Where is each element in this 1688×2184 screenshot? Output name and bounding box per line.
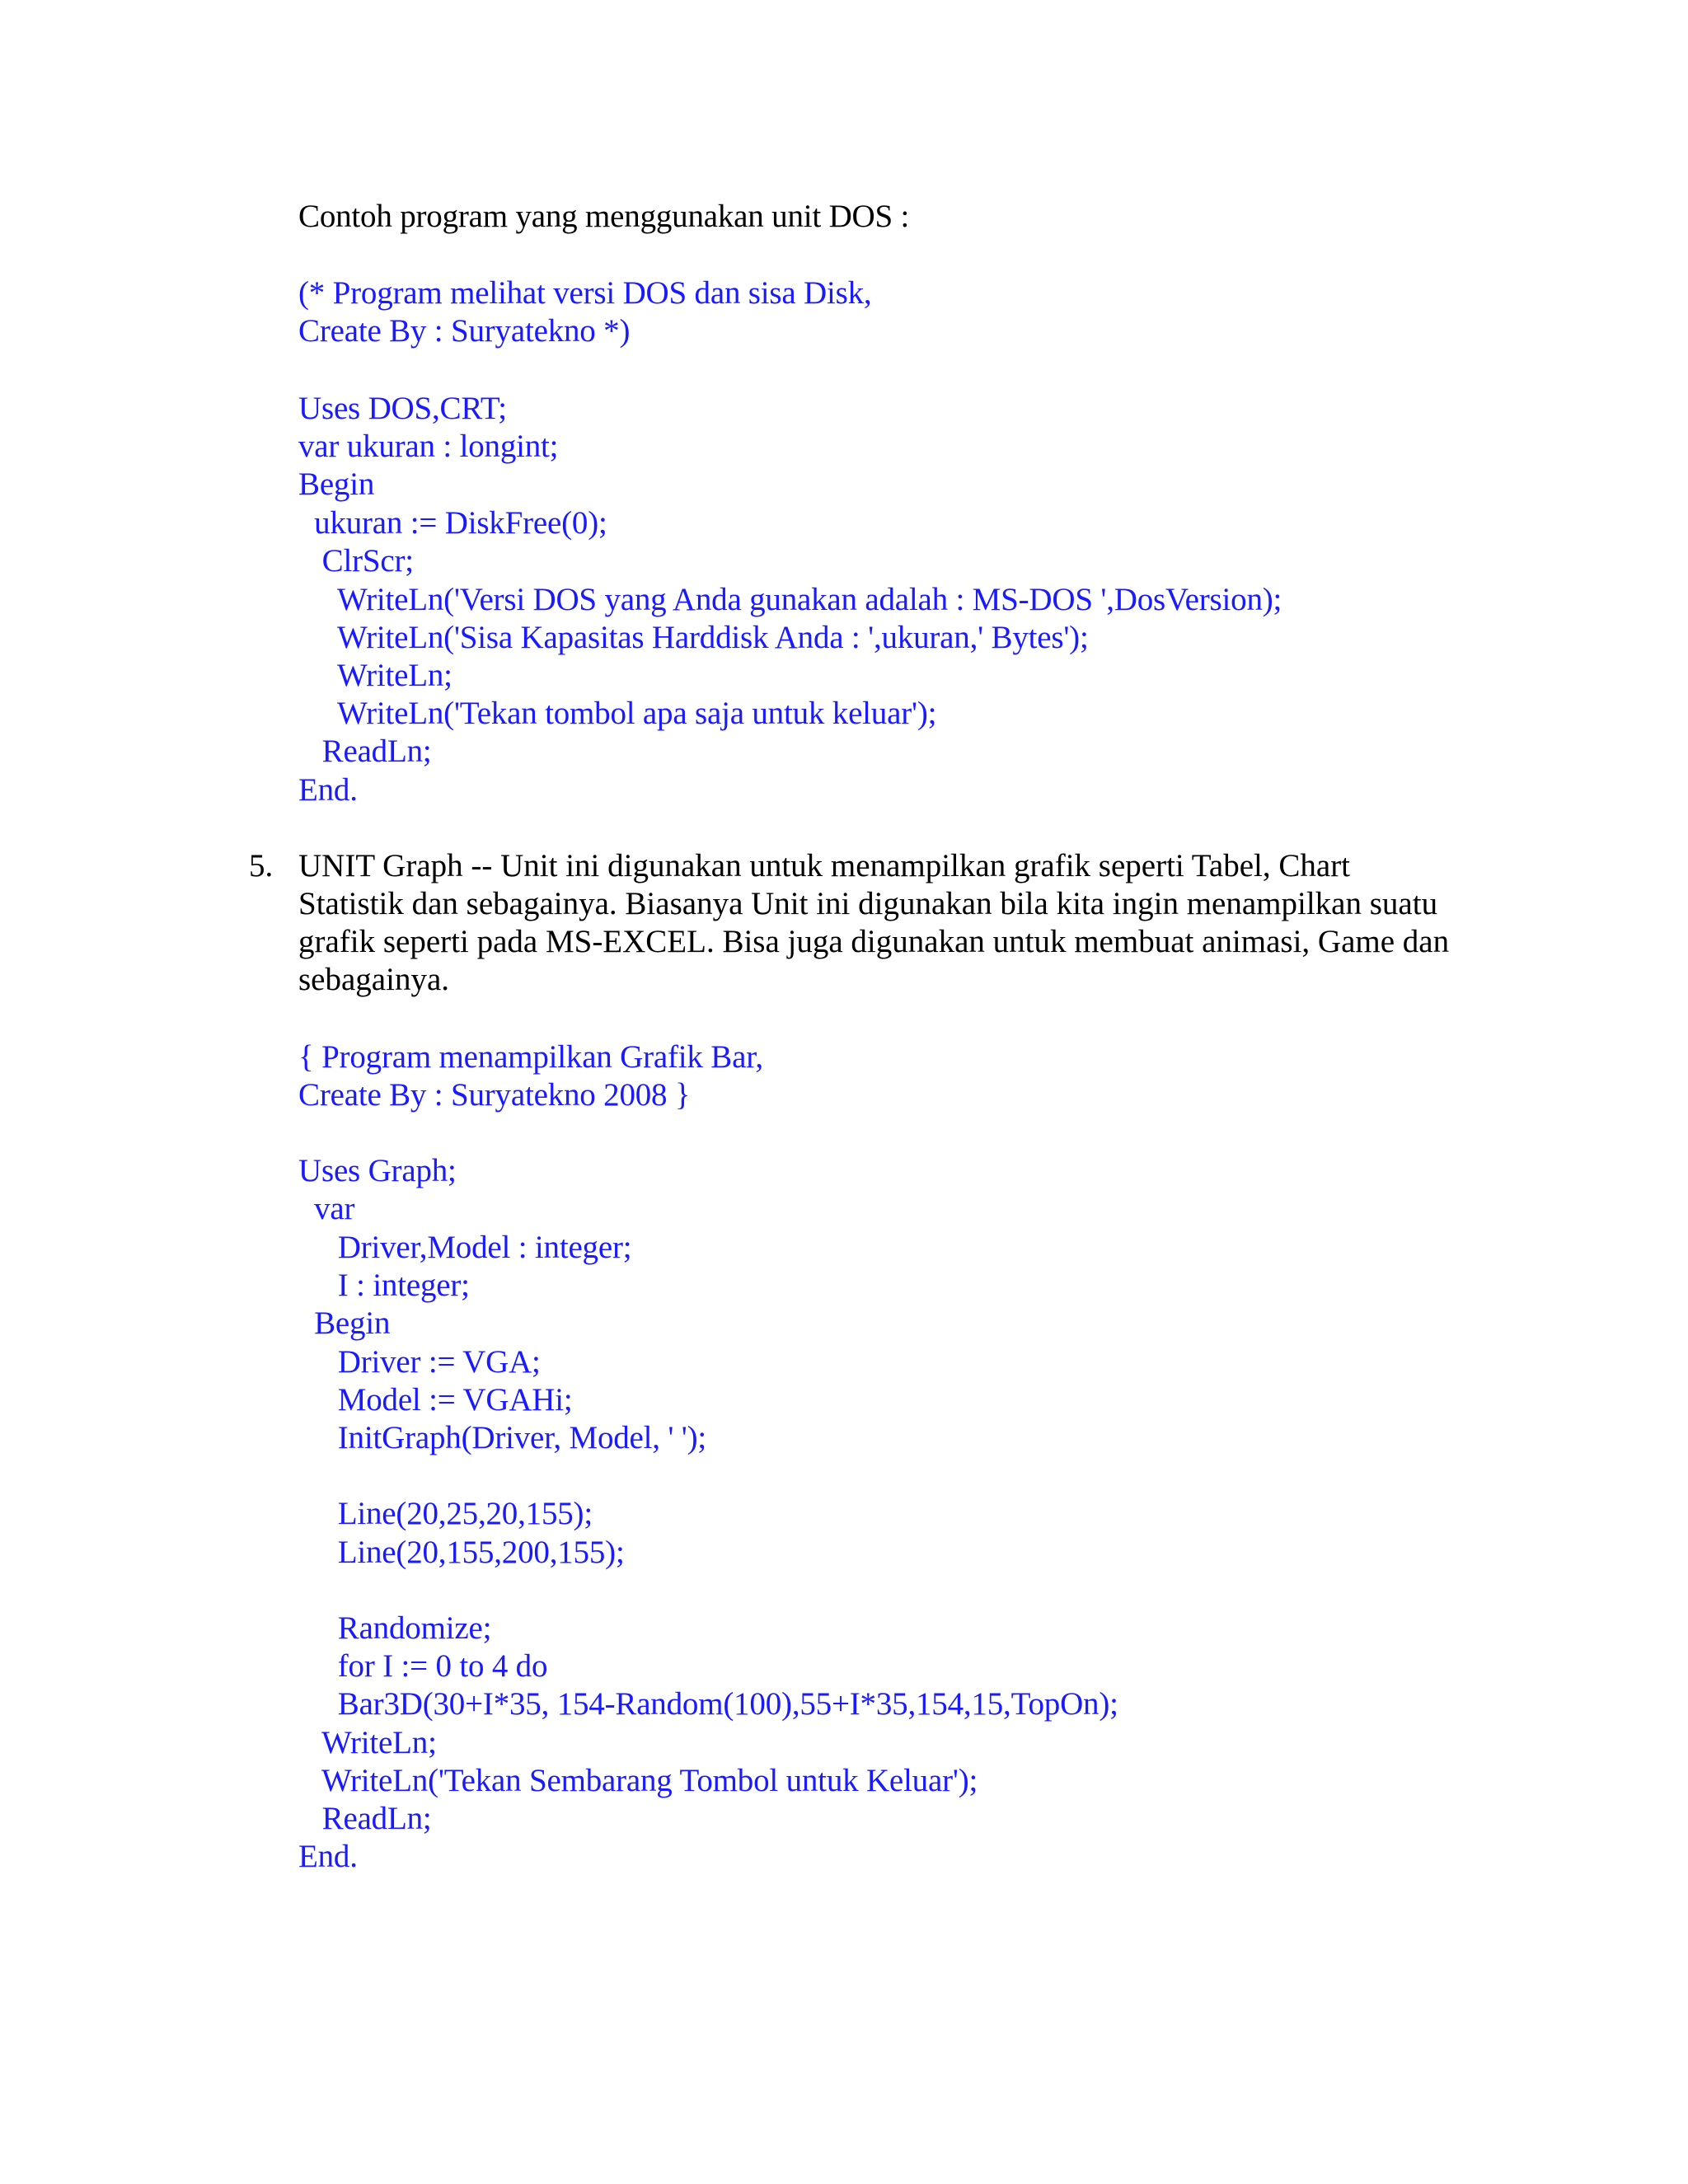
code-line: ClrScr; (298, 543, 414, 579)
code-line: Uses Graph; (298, 1153, 457, 1188)
list-number: 5. (249, 848, 274, 883)
code-line: for I := 0 to 4 do (298, 1648, 548, 1684)
code-line: WriteLn('Versi DOS yang Anda gunakan adalah : MS-DOS ',DosVersion); (298, 582, 1282, 617)
code-line: End. (298, 772, 358, 808)
code-line: Line(20,155,200,155); (298, 1535, 625, 1570)
code-line: I : integer; (298, 1268, 470, 1303)
paragraph-line: grafik seperti pada MS-EXCEL. Bisa juga digunakan untuk membuat animasi, Game dan (298, 924, 1450, 959)
code-line: WriteLn('Sisa Kapasitas Harddisk Anda : ',ukuran,' Bytes'); (298, 620, 1089, 655)
code-line: Driver,Model : integer; (298, 1230, 632, 1265)
code-line: End. (298, 1839, 358, 1874)
paragraph-line: Statistik dan sebagainya. Biasanya Unit ini digunakan bila kita ingin menampilkan suatu (298, 886, 1438, 921)
code-line: Begin (298, 1305, 391, 1341)
paragraph-line: UNIT Graph -- Unit ini digunakan untuk menampilkan grafik seperti Tabel, Chart (298, 848, 1351, 883)
code-line: WriteLn('Tekan Sembarang Tombol untuk Keluar'); (298, 1763, 978, 1798)
code-line: Create By : Suryatekno *) (298, 313, 631, 349)
code-line: { Program menampilkan Grafik Bar, (298, 1039, 763, 1075)
code-line: Create By : Suryatekno 2008 } (298, 1077, 691, 1113)
code-line: Model := VGAHi; (298, 1382, 573, 1418)
paragraph-line: sebagainya. (298, 962, 450, 997)
code-line: InitGraph(Driver, Model, ' '); (298, 1420, 707, 1455)
code-line: Uses DOS,CRT; (298, 391, 507, 426)
intro-text: Contoh program yang menggunakan unit DOS : (298, 199, 910, 234)
code-line: ukuran := DiskFree(0); (298, 505, 607, 541)
code-line: Begin (298, 466, 375, 502)
code-line: Driver := VGA; (298, 1344, 541, 1380)
code-line: WriteLn; (298, 658, 452, 693)
code-line: Bar3D(30+I*35, 154-Random(100),55+I*35,154,15,TopOn); (298, 1686, 1118, 1722)
code-line: var ukuran : longint; (298, 429, 559, 464)
code-line: WriteLn('Tekan tombol apa saja untuk keluar'); (298, 696, 937, 731)
code-line: WriteLn; (298, 1725, 437, 1760)
code-line: Line(20,25,20,155); (298, 1496, 593, 1531)
code-line: ReadLn; (298, 1801, 432, 1836)
item5-paragraph (298, 847, 1485, 999)
code-line: var (298, 1191, 355, 1226)
code-line: (* Program melihat versi DOS dan sisa Disk, (298, 275, 872, 311)
code-line: Randomize; (298, 1610, 492, 1646)
code-line: ReadLn; (298, 733, 432, 769)
